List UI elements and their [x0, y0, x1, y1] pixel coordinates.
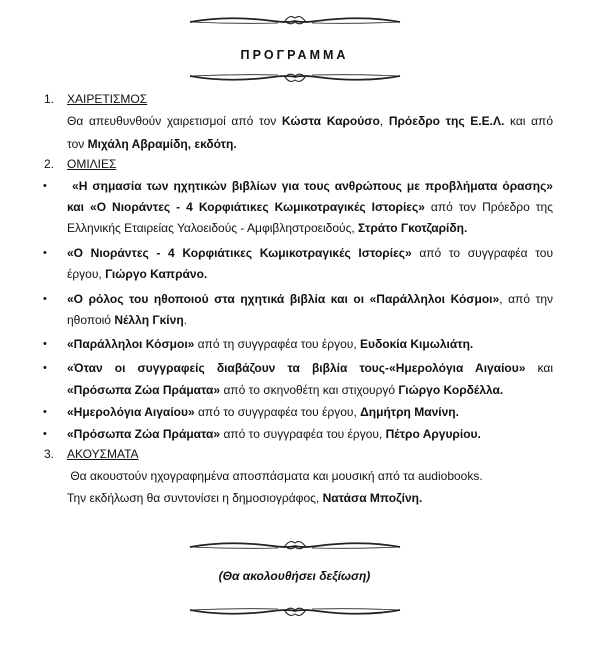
section-heading-greetings: ΧΑΙΡΕΤΙΣΜΟΣ [67, 92, 148, 106]
talk-3-line-1: «Ο ρόλος του ηθοποιού στα ηχητικά βιβλία και οι «Παράλληλοι Κόσμοι», από την [67, 292, 553, 306]
talk-6-line: «Ημερολόγια Αιγαίου» από το συγγραφέα του έργου, Δημήτρη Μανίνη. [67, 405, 459, 419]
ornament-divider-icon [188, 602, 402, 620]
greetings-line-1: Θα απευθυνθούν χαιρετισμοί από τον Κώστα Καρούσο, Πρόεδρο της Ε.Ε.Λ. και από [67, 114, 553, 128]
section-number: 2. [44, 157, 55, 171]
talk-1-line-1: «Η σημασία των ηχητικών βιβλίων για τους ανθρώπους με προβλήματα όρασης» [72, 179, 553, 193]
talk-5-line-1: «Όταν οι συγγραφείς διαβάζουν τα βιβλία τους-«Ημερολόγια Αιγαίου» και [67, 361, 553, 375]
talk-1-line-2: και «Ο Νιοράντες - 4 Κορφιάτικες Κωμικοτραγικές Ιστορίες» από τον Πρόεδρο της [67, 200, 553, 214]
talk-3-line-2: ηθοποιό Νέλλη Γκίνη. [67, 313, 187, 327]
bullet-icon: • [43, 247, 47, 259]
bullet-icon: • [43, 406, 47, 418]
talk-5-line-2: «Πρόσωπα Ζώα Πράματα» από το σκηνοθέτη και στιχουργό Γιώργο Κορδέλλα. [67, 383, 504, 397]
talk-2-line-1: «Ο Νιοράντες - 4 Κορφιάτικες Κωμικοτραγικές Ιστορίες» από το συγγραφέα του [67, 246, 553, 260]
page-title: ΠΡΟΓΡΑΜΜΑ [240, 48, 349, 62]
bullet-icon: • [43, 338, 47, 350]
bullet-icon: • [43, 362, 47, 374]
listening-line-1: Θα ακουστούν ηχογραφημένα αποσπάσματα και μουσική από τα audiobooks. [70, 469, 483, 483]
talk-7-line: «Πρόσωπα Ζώα Πράματα» από το συγγραφέα του έργου, Πέτρο Αργυρίου. [67, 427, 481, 441]
section-number: 1. [44, 92, 55, 106]
bullet-icon: • [43, 293, 47, 305]
greetings-line-2: τον Μιχάλη Αβραμίδη, εκδότη. [67, 137, 237, 151]
section-number: 3. [44, 447, 55, 461]
moderator-line: Την εκδήλωση θα συντονίσει η δημοσιογράφος, Νατάσα Μποζίνη. [67, 491, 423, 505]
section-heading-listening: ΑΚΟΥΣΜΑΤΑ [67, 447, 139, 461]
talk-1-line-3: Ελληνικής Εταιρείας Υαλοειδούς - Αμφιβληστροειδούς, Στράτο Γκοτζαρίδη. [67, 221, 468, 235]
closing-note: (Θα ακολουθήσει δεξίωση) [218, 569, 371, 583]
ornament-divider-icon [188, 537, 402, 555]
talk-2-line-2: έργου, Γιώργο Καπράνο. [67, 267, 208, 281]
talk-4-line: «Παράλληλοι Κόσμοι» από τη συγγραφέα του έργου, Ευδοκία Κιμωλιάτη. [67, 337, 474, 351]
bullet-icon: • [43, 428, 47, 440]
section-heading-talks: ΟΜΙΛΙΕΣ [67, 157, 117, 171]
bullet-icon: • [43, 180, 47, 192]
ornament-divider-icon [188, 12, 402, 30]
ornament-divider-icon [188, 68, 402, 86]
